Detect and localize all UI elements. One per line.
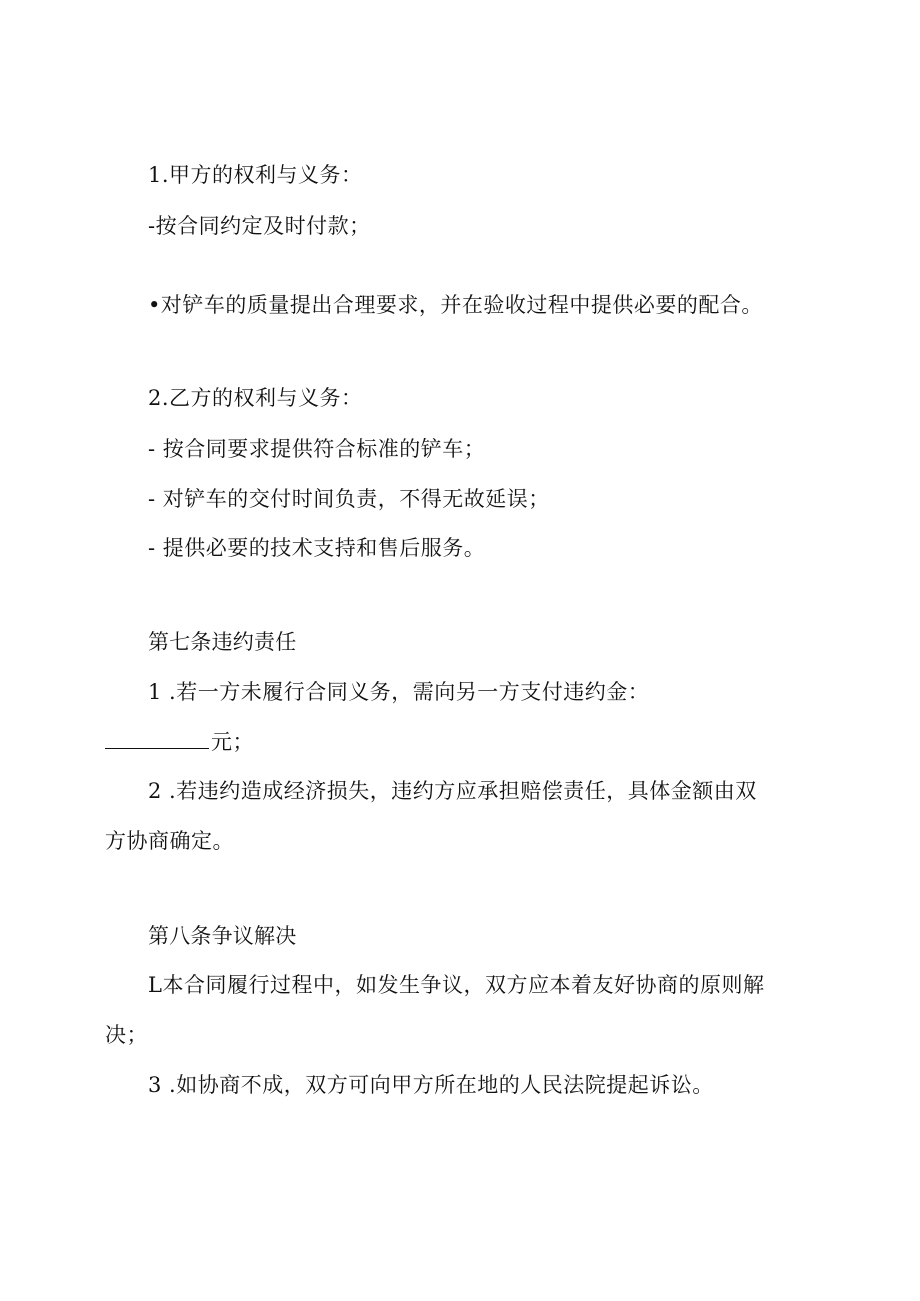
party-b-item-1: - 按合同要求提供符合标准的铲车； bbox=[148, 437, 486, 461]
penalty-amount-suffix: 元； bbox=[211, 730, 254, 754]
party-b-item-3: - 提供必要的技术支持和售后服务。 bbox=[148, 536, 486, 560]
penalty-amount-blank bbox=[105, 728, 209, 749]
section-7-clause-1: 1 .若一方未履行合同义务，需向另一方支付违约金： bbox=[148, 680, 650, 704]
party-b-title: 2.乙方的权利与义务： bbox=[148, 386, 363, 410]
party-a-item-2: •对铲车的质量提出合理要求，并在验收过程中提供必要的配合。 bbox=[148, 293, 763, 317]
section-7-clause-2-line-1: 2 .若违约造成经济损失，违约方应承担赔偿责任，具体金额由双 bbox=[148, 779, 757, 803]
party-a-title: 1.甲方的权利与义务： bbox=[148, 163, 363, 187]
section-8-clause-3: 3 .如协商不成，双方可向甲方所在地的人民法院提起诉讼。 bbox=[148, 1073, 714, 1097]
party-a-item-1: -按合同约定及时付款； bbox=[148, 214, 371, 238]
section-8-clause-1-line-2: 决； bbox=[105, 1023, 148, 1047]
section-7-clause-2-line-2: 方协商确定。 bbox=[105, 829, 234, 853]
penalty-amount-line bbox=[105, 727, 254, 757]
section-8-heading: 第八条争议解决 bbox=[148, 924, 297, 948]
section-8-clause-1-line-1: L本合同履行过程中，如发生争议，双方应本着友好协商的原则解 bbox=[148, 973, 765, 997]
section-7-heading: 第七条违约责任 bbox=[148, 630, 297, 654]
party-b-item-2: - 对铲车的交付时间负责，不得无故延误； bbox=[148, 487, 550, 511]
